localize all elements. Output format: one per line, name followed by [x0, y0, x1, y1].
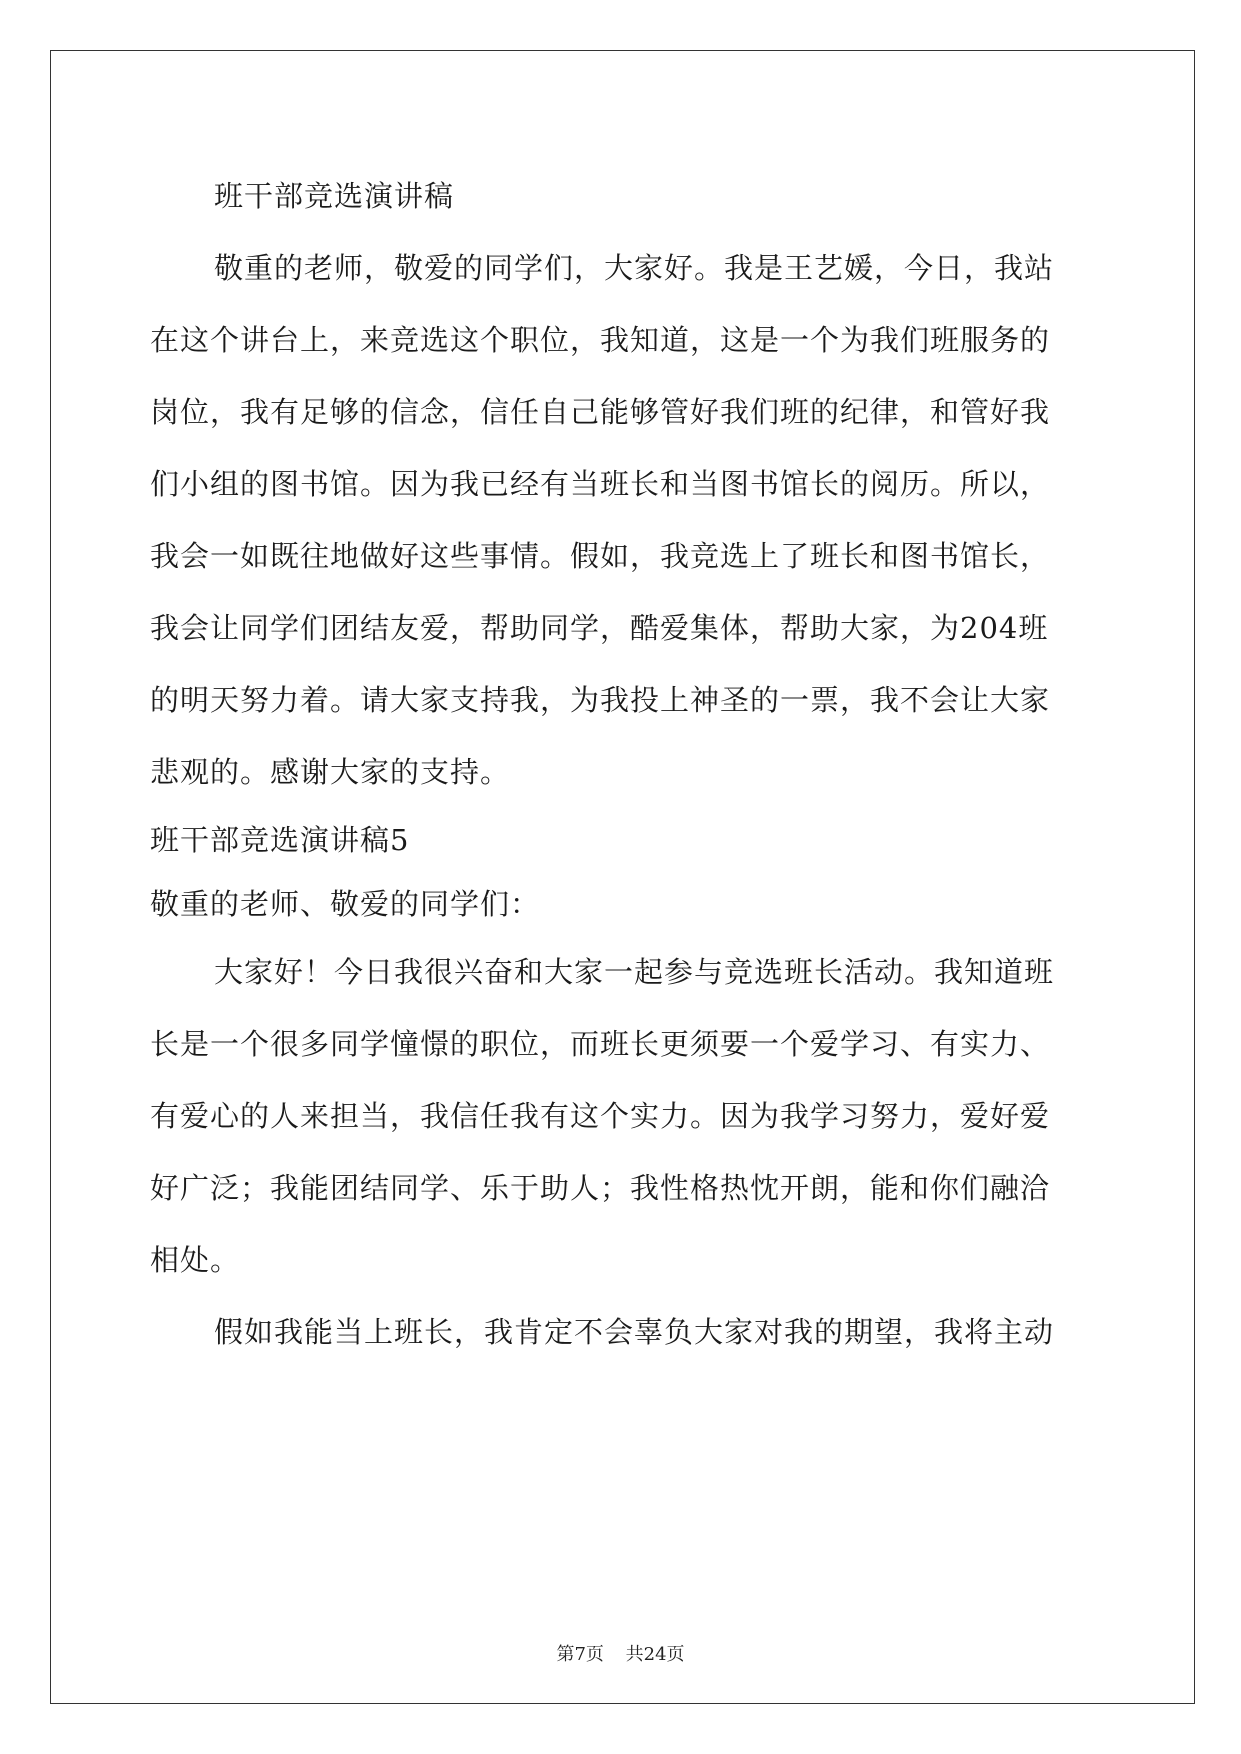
paragraph-line: 我会一如既往地做好这些事情。假如，我竞选上了班长和图书馆长， [150, 539, 1051, 573]
paragraph-line: 大家好！今日我很兴奋和大家一起参与竞选班长活动。我知道班 [214, 955, 1055, 989]
paragraph-line: 长是一个很多同学憧憬的职位，而班长更须要一个爱学习、有实力、 [150, 1027, 1051, 1061]
paragraph-line: 有爱心的人来担当，我信任我有这个实力。因为我学习努力，爱好爱 [150, 1099, 1051, 1133]
page-footer [0, 1640, 1241, 1666]
paragraph-line: 好广泛；我能团结同学、乐于助人；我性格热忱开朗，能和你们融洽 [150, 1171, 1051, 1205]
paragraph-line: 在这个讲台上，来竞选这个职位，我知道，这是一个为我们班服务的 [150, 323, 1051, 357]
page-number: 第7页 [556, 1644, 604, 1665]
paragraph-line: 相处。 [150, 1243, 241, 1277]
document-body [150, 160, 1090, 1368]
paragraph-line: 我会让同学们团结友爱，帮助同学，酷爱集体，帮助大家，为204班 [150, 611, 1049, 645]
page-total: 共24页 [625, 1644, 685, 1665]
paragraph-line: 悲观的。感谢大家的支持。 [150, 755, 511, 789]
paragraph-line: 的明天努力着。请大家支持我，为我投上神圣的一票，我不会让大家 [150, 683, 1051, 717]
paragraph-line: 岗位，我有足够的信念，信任自己能够管好我们班的纪律，和管好我 [150, 395, 1051, 429]
paragraph-line: 们小组的图书馆。因为我已经有当班长和当图书馆长的阅历。所以， [150, 467, 1051, 501]
heading-title: 班干部竞选演讲稿 [214, 179, 455, 213]
paragraph-line: 假如我能当上班长，我肯定不会辜负大家对我的期望，我将主动 [214, 1315, 1055, 1349]
salutation: 敬重的老师、敬爱的同学们： [150, 887, 541, 921]
paragraph-line: 敬重的老师，敬爱的同学们，大家好。我是王艺媛，今日，我站 [214, 251, 1055, 285]
section-heading: 班干部竞选演讲稿5 [150, 823, 410, 857]
